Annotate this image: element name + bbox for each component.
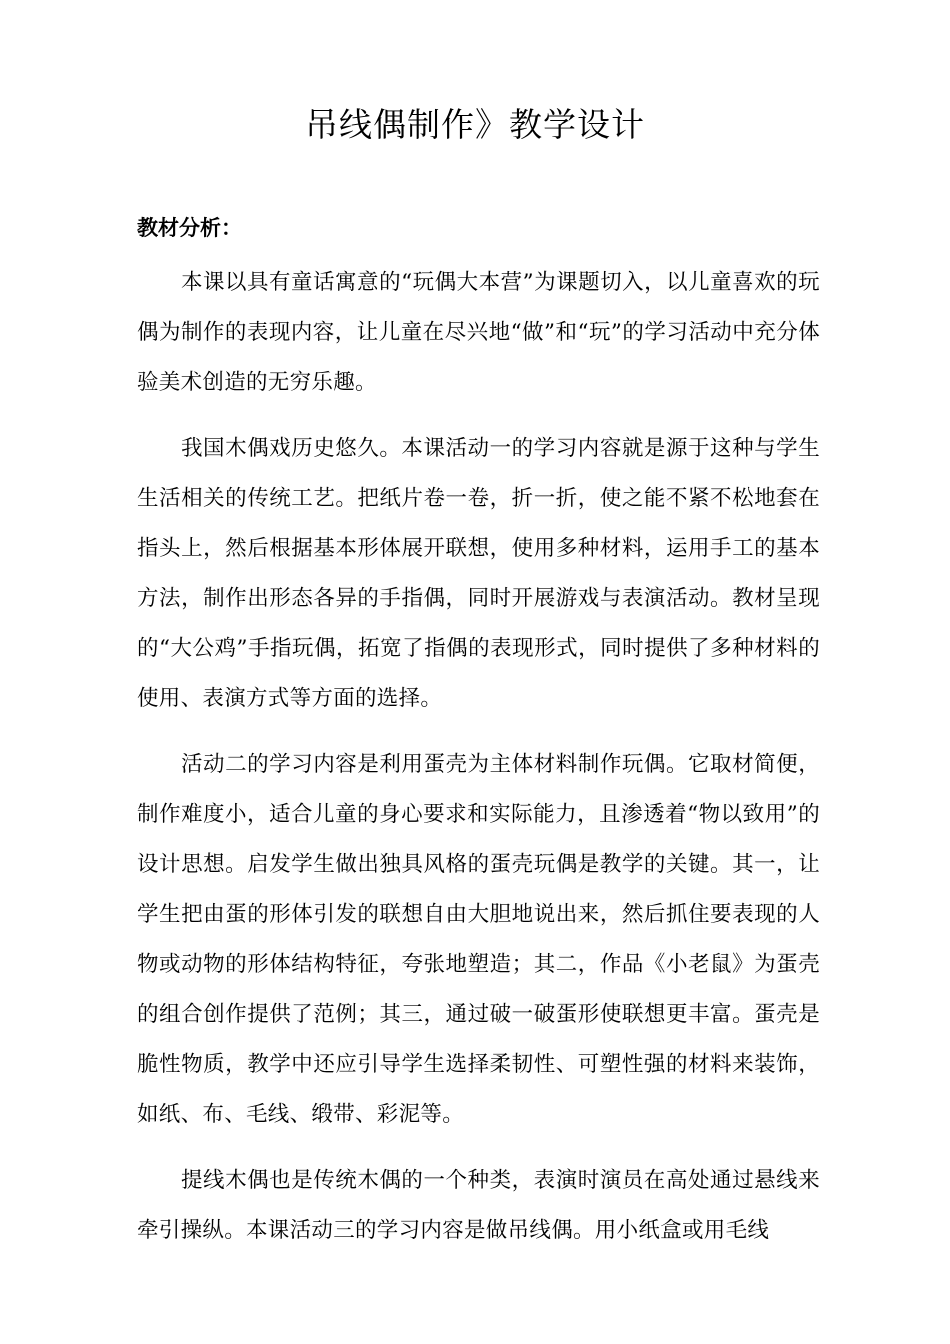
document-title: 吊线偶制作》教学设计 (305, 105, 645, 144)
paragraph: 活动二的学习内容是利用蛋壳为主体材料制作玩偶。它取材简便，制作难度小，适合儿童的身心要求和实际能力，且渗透着“物以致用”的设计思想。启发学生做出独具风格的蛋壳玩偶是教学的关键。其一，让学生把由蛋的形体引发的联想自由大胆地说出来，然后抓住要表现的人物或动物的形体结构特征，夸张地塑造；其二，作品《小老鼠》为蛋壳的组合创作提供了范例；其三，通过破一破蛋形使联想更丰富。蛋壳是脆性物质，教学中还应引导学生选择柔韧性、可塑性强的材料来装饰，如纸、布、毛线、缎带、彩泥等。 (137, 752, 820, 1127)
paragraph: 我国木偶戏历史悠久。本课活动一的学习内容就是源于这种与学生生活相关的传统工艺。把纸片卷一卷，折一折，使之能不紧不松地套在指头上，然后根据基本形体展开联想，使用多种材料，运用手工的基本方法，制作出形态各异的手指偶，同时开展游戏与表演活动。教材呈现的“大公鸡”手指玩偶，拓宽了指偶的表现形式，同时提供了多种材料的使用、表演方式等方面的选择。 (137, 436, 820, 711)
document-body (137, 258, 820, 1272)
paragraph: 提线木偶也是传统木偶的一个种类，表演时演员在高处通过悬线来牵引操纵。本课活动三的学习内容是做吊线偶。用小纸盒或用毛线 (137, 1168, 820, 1243)
section-heading: 教材分析： (137, 216, 242, 240)
paragraph: 本课以具有童话寓意的“玩偶大本营”为课题切入，以儿童喜欢的玩偶为制作的表现内容，让儿童在尽兴地“做”和“玩”的学习活动中充分体验美术创造的无穷乐趣。 (137, 270, 820, 395)
